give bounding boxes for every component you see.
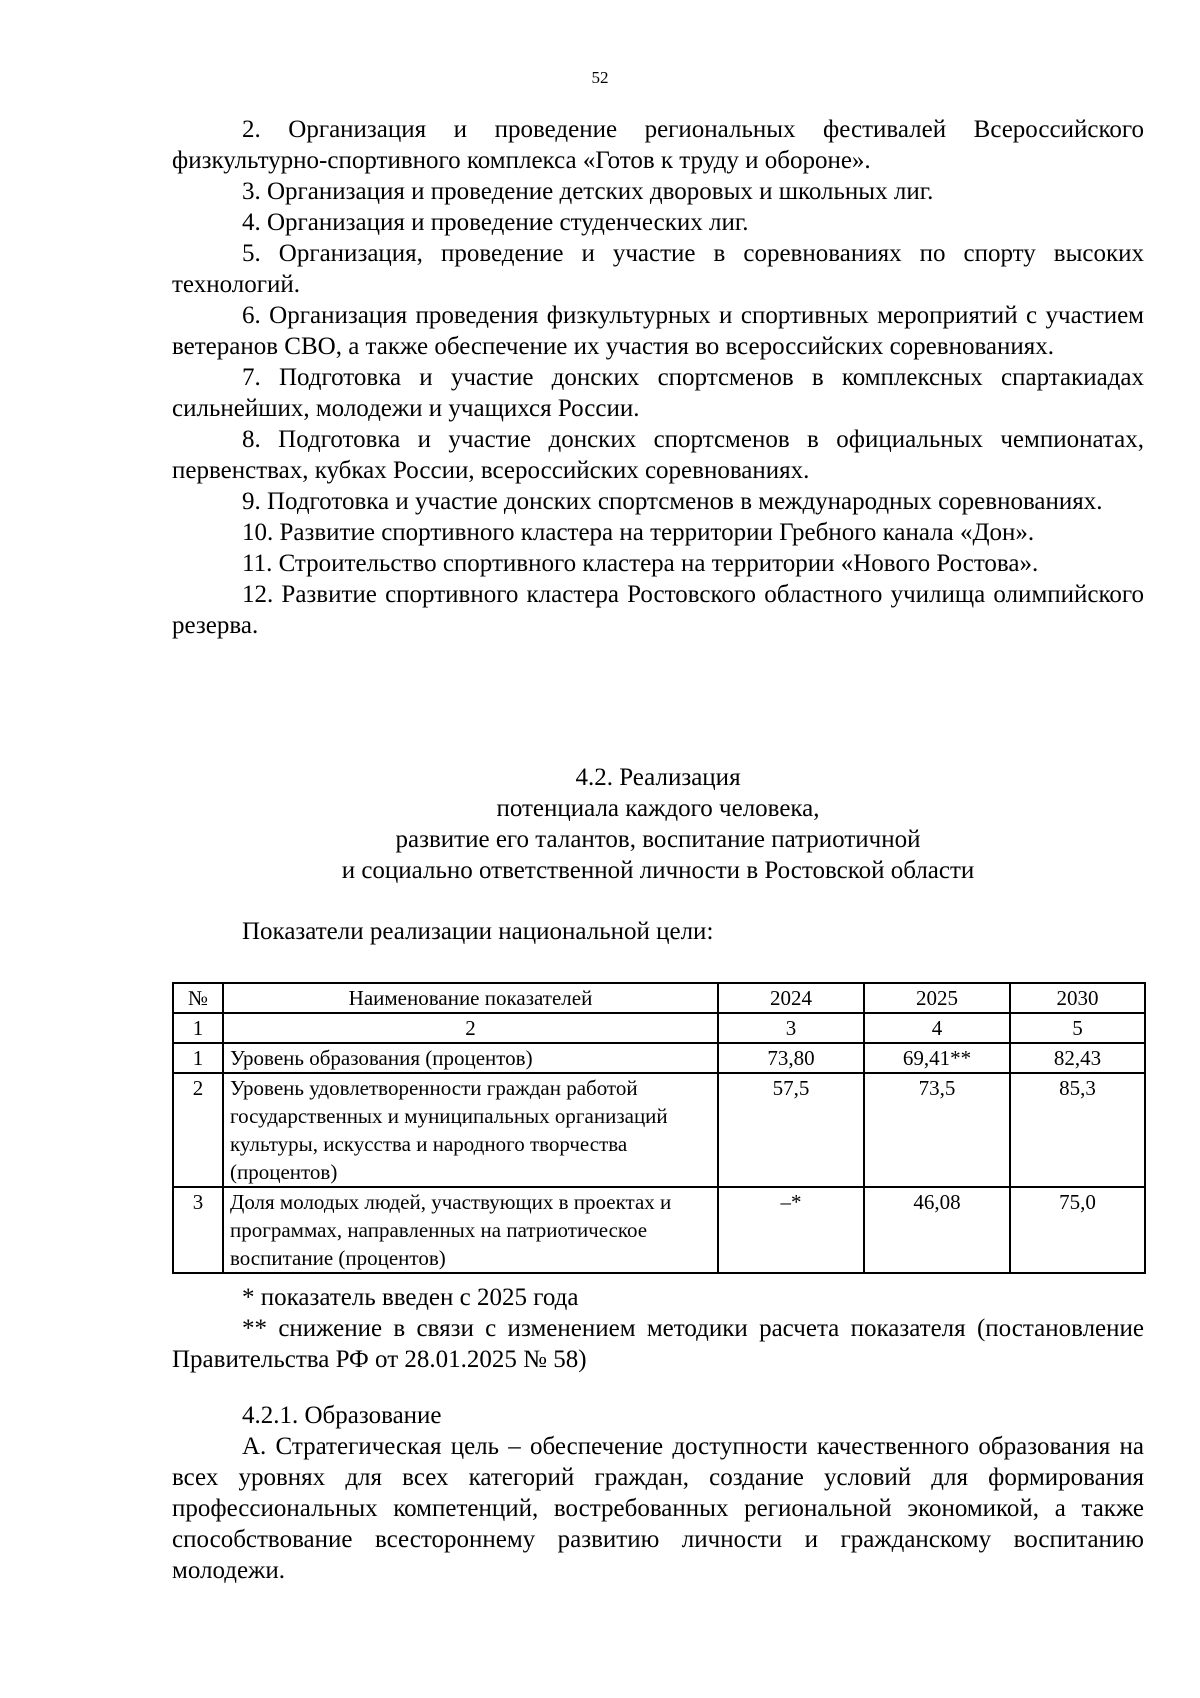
indicators-table (172, 982, 1146, 1274)
list-item: 11. Строительство спортивного кластера на территории «Нового Ростова». (242, 550, 1039, 577)
value-2030: 82,43 (1010, 1043, 1145, 1073)
value-2030: 85,3 (1010, 1073, 1145, 1187)
value-2025: 46,08 (864, 1187, 1010, 1273)
section-heading-line: и социально ответственной личности в Ростовской области (341, 857, 975, 884)
list-item: 6. Организация проведения физкультурных и спортивных мероприятий с участием ветеранов СВО, а также обеспечение их участия во всероссийских соревнованиях. (172, 302, 1144, 360)
value-2024: –* (718, 1187, 864, 1273)
value-2025: 69,41** (864, 1043, 1010, 1073)
header-name: Наименование показателей (223, 983, 718, 1013)
list-item: 9. Подготовка и участие донских спортсменов в международных соревнованиях. (242, 488, 1103, 515)
activity-list (172, 114, 1144, 641)
header-2025: 2025 (864, 983, 1010, 1013)
footnote: ** снижение в связи с изменением методики расчета показателя (постановление Правительства РФ от 28.01.2025 № 58) (172, 1315, 1144, 1373)
subsection-text: А. Стратегическая цель – обеспечение доступности качественного образования на всех уровнях для всех категорий граждан, создание условий для формирования профессиональных компетенций, востребованных региональной экономикой, а также способствование всестороннему развитию личности и гражданскому воспитанию молодежи. (172, 1433, 1144, 1584)
table-header-row (173, 983, 1145, 1013)
value-2024: 57,5 (718, 1073, 864, 1187)
column-number: 2 (223, 1013, 718, 1043)
column-number: 1 (173, 1013, 223, 1043)
list-item: 4. Организация и проведение студенческих лиг. (242, 209, 749, 236)
indicator-name: Уровень образования (процентов) (223, 1043, 718, 1073)
value-2030: 75,0 (1010, 1187, 1145, 1273)
section-heading (172, 762, 1144, 886)
column-number: 5 (1010, 1013, 1145, 1043)
column-number: 4 (864, 1013, 1010, 1043)
row-number: 2 (173, 1073, 223, 1187)
indicators-title: Показатели реализации национальной цели: (242, 918, 714, 945)
header-2024: 2024 (718, 983, 864, 1013)
value-2025: 73,5 (864, 1073, 1010, 1187)
list-item: 10. Развитие спортивного кластера на территории Гребного канала «Дон». (242, 519, 1035, 546)
table-row (173, 1187, 1145, 1273)
list-item: 12. Развитие спортивного кластера Ростовского областного училища олимпийского резерва. (172, 581, 1144, 639)
list-item: 7. Подготовка и участие донских спортсменов в комплексных спартакиадах сильнейших, молодежи и учащихся России. (172, 364, 1144, 422)
row-number: 3 (173, 1187, 223, 1273)
header-2030: 2030 (1010, 983, 1145, 1013)
column-number-row (173, 1013, 1145, 1043)
subsection (172, 1400, 1144, 1586)
indicator-name: Уровень удовлетворенности граждан работой государственных и муниципальных организаций культуры, искусства и народного творчества (процентов) (223, 1073, 718, 1187)
footnote: * показатель введен с 2025 года (242, 1284, 579, 1311)
indicator-name: Доля молодых людей, участвующих в проектах и программах, направленных на патриотическое воспитание (процентов) (223, 1187, 718, 1273)
section-heading-line: развитие его талантов, воспитание патриотичной (395, 826, 921, 853)
section-heading-line: 4.2. Реализация (575, 764, 741, 791)
list-item: 2. Организация и проведение региональных фестивалей Всероссийского физкультурно-спортивного комплекса «Готов к труду и обороне». (172, 116, 1144, 174)
list-item: 8. Подготовка и участие донских спортсменов в официальных чемпионатах, первенствах, кубках России, всероссийских соревнованиях. (172, 426, 1144, 484)
header-number: № (173, 983, 223, 1013)
column-number: 3 (718, 1013, 864, 1043)
table-row (173, 1043, 1145, 1073)
section-heading-line: потенциала каждого человека, (496, 795, 820, 822)
row-number: 1 (173, 1043, 223, 1073)
value-2024: 73,80 (718, 1043, 864, 1073)
footnotes (172, 1282, 1144, 1375)
page-number: 52 (591, 68, 609, 87)
subsection-title: 4.2.1. Образование (242, 1402, 442, 1429)
list-item: 5. Организация, проведение и участие в соревнованиях по спорту высоких технологий. (172, 240, 1144, 298)
list-item: 3. Организация и проведение детских дворовых и школьных лиг. (242, 178, 934, 205)
table-row (173, 1073, 1145, 1187)
